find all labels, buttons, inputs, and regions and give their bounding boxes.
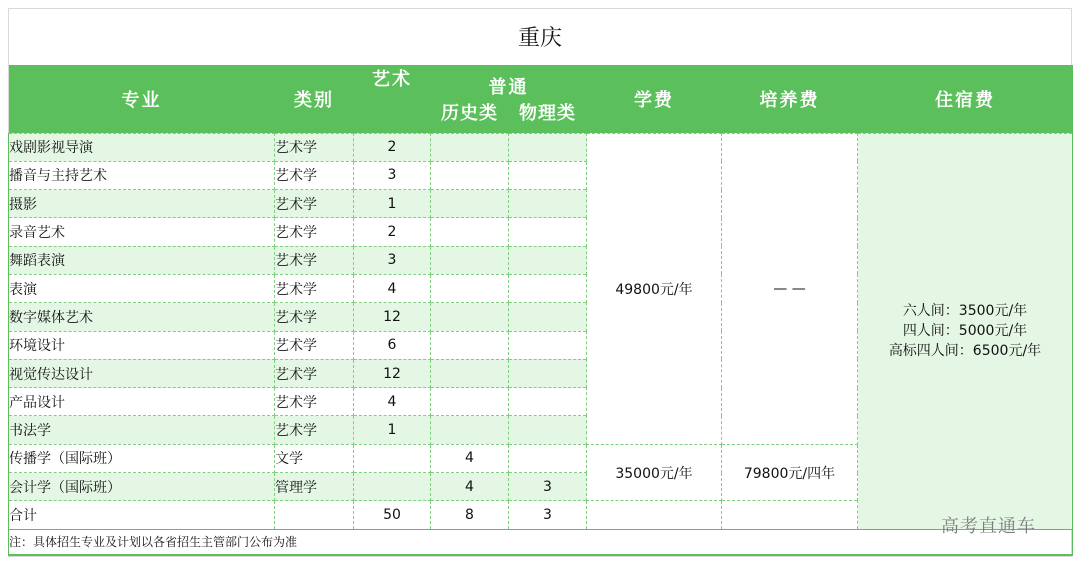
dorm-fees bbox=[858, 133, 1073, 529]
total-category bbox=[275, 501, 354, 529]
physics-count bbox=[509, 133, 587, 161]
major-category: 管理学 bbox=[275, 473, 354, 501]
major-name: 表演 bbox=[9, 274, 275, 302]
physics-count bbox=[509, 388, 587, 416]
major-category: 艺术学 bbox=[275, 218, 354, 246]
physics-count bbox=[509, 190, 587, 218]
major-name: 书法学 bbox=[9, 416, 275, 444]
art-count: 6 bbox=[354, 331, 431, 359]
major-category: 艺术学 bbox=[275, 303, 354, 331]
history-count bbox=[431, 416, 509, 444]
art-count: 3 bbox=[354, 246, 431, 274]
major-name: 摄影 bbox=[9, 190, 275, 218]
history-count bbox=[431, 246, 509, 274]
dorm-fee-line: 六人间：3500元/年 bbox=[902, 303, 1028, 320]
major-name: 播音与主持艺术 bbox=[9, 161, 275, 189]
major-name: 产品设计 bbox=[9, 388, 275, 416]
footnote: 注：具体招生专业及计划以各省招生主管部门公布为准 bbox=[9, 529, 1073, 555]
header-dorm: 住宿费 bbox=[858, 65, 1073, 133]
history-count bbox=[431, 274, 509, 302]
table-row bbox=[9, 133, 1073, 161]
page-title: 重庆 bbox=[517, 26, 562, 51]
major-category: 艺术学 bbox=[275, 388, 354, 416]
header-major: 专业 bbox=[9, 65, 275, 133]
major-name: 视觉传达设计 bbox=[9, 359, 275, 387]
art-count: 12 bbox=[354, 359, 431, 387]
art-count: 4 bbox=[354, 274, 431, 302]
total-tuition bbox=[587, 501, 722, 529]
header-tuition: 学费 bbox=[587, 65, 722, 133]
art-count: 2 bbox=[354, 218, 431, 246]
history-count bbox=[431, 161, 509, 189]
major-category: 艺术学 bbox=[275, 331, 354, 359]
physics-count bbox=[509, 359, 587, 387]
major-name: 传播学（国际班） bbox=[9, 444, 275, 472]
art-count: 3 bbox=[354, 161, 431, 189]
history-count bbox=[431, 218, 509, 246]
physics-count bbox=[509, 218, 587, 246]
header-putong: 普通 bbox=[431, 65, 587, 99]
header-training: 培养费 bbox=[722, 65, 858, 133]
watermark: 高考直通车 bbox=[941, 516, 1036, 537]
history-count: 4 bbox=[431, 444, 509, 472]
major-category: 艺术学 bbox=[275, 190, 354, 218]
art-training: — — bbox=[722, 133, 858, 444]
header-art: 艺术 bbox=[354, 65, 431, 133]
major-category: 艺术学 bbox=[275, 416, 354, 444]
physics-count bbox=[509, 331, 587, 359]
art-tuition: 49800元/年 bbox=[587, 133, 722, 444]
history-count bbox=[431, 331, 509, 359]
major-category: 文学 bbox=[275, 444, 354, 472]
total-training bbox=[722, 501, 858, 529]
intl-tuition: 35000元/年 bbox=[587, 444, 722, 501]
intl-training: 79800元/四年 bbox=[722, 444, 858, 501]
physics-count: 3 bbox=[509, 473, 587, 501]
art-count bbox=[354, 444, 431, 472]
physics-count bbox=[509, 161, 587, 189]
dorm-fee-line: 高标四人间：6500元/年 bbox=[888, 343, 1042, 360]
total-label: 合计 bbox=[9, 501, 275, 529]
major-name: 戏剧影视导演 bbox=[9, 133, 275, 161]
enrollment-table bbox=[8, 65, 1073, 556]
history-count bbox=[431, 388, 509, 416]
total-physics: 3 bbox=[509, 501, 587, 529]
total-art: 50 bbox=[354, 501, 431, 529]
history-count bbox=[431, 303, 509, 331]
art-count: 1 bbox=[354, 416, 431, 444]
major-category: 艺术学 bbox=[275, 133, 354, 161]
major-category: 艺术学 bbox=[275, 161, 354, 189]
history-count: 4 bbox=[431, 473, 509, 501]
physics-count bbox=[509, 246, 587, 274]
history-count bbox=[431, 359, 509, 387]
physics-count bbox=[509, 303, 587, 331]
major-category: 艺术学 bbox=[275, 359, 354, 387]
major-name: 环境设计 bbox=[9, 331, 275, 359]
major-category: 艺术学 bbox=[275, 246, 354, 274]
art-count: 2 bbox=[354, 133, 431, 161]
total-history: 8 bbox=[431, 501, 509, 529]
major-name: 舞蹈表演 bbox=[9, 246, 275, 274]
dorm-fee-line: 四人间：5000元/年 bbox=[902, 323, 1028, 340]
history-count bbox=[431, 133, 509, 161]
major-name: 录音艺术 bbox=[9, 218, 275, 246]
art-count: 12 bbox=[354, 303, 431, 331]
art-count: 1 bbox=[354, 190, 431, 218]
major-category: 艺术学 bbox=[275, 274, 354, 302]
physics-count bbox=[509, 416, 587, 444]
major-name: 会计学（国际班） bbox=[9, 473, 275, 501]
physics-count bbox=[509, 274, 587, 302]
physics-count bbox=[509, 444, 587, 472]
note-row bbox=[9, 529, 1073, 555]
major-name: 数字媒体艺术 bbox=[9, 303, 275, 331]
header-category: 类别 bbox=[275, 65, 354, 133]
art-count: 4 bbox=[354, 388, 431, 416]
art-count bbox=[354, 473, 431, 501]
header-physics: 物理类 bbox=[509, 99, 587, 133]
history-count bbox=[431, 190, 509, 218]
header-history: 历史类 bbox=[431, 99, 509, 133]
